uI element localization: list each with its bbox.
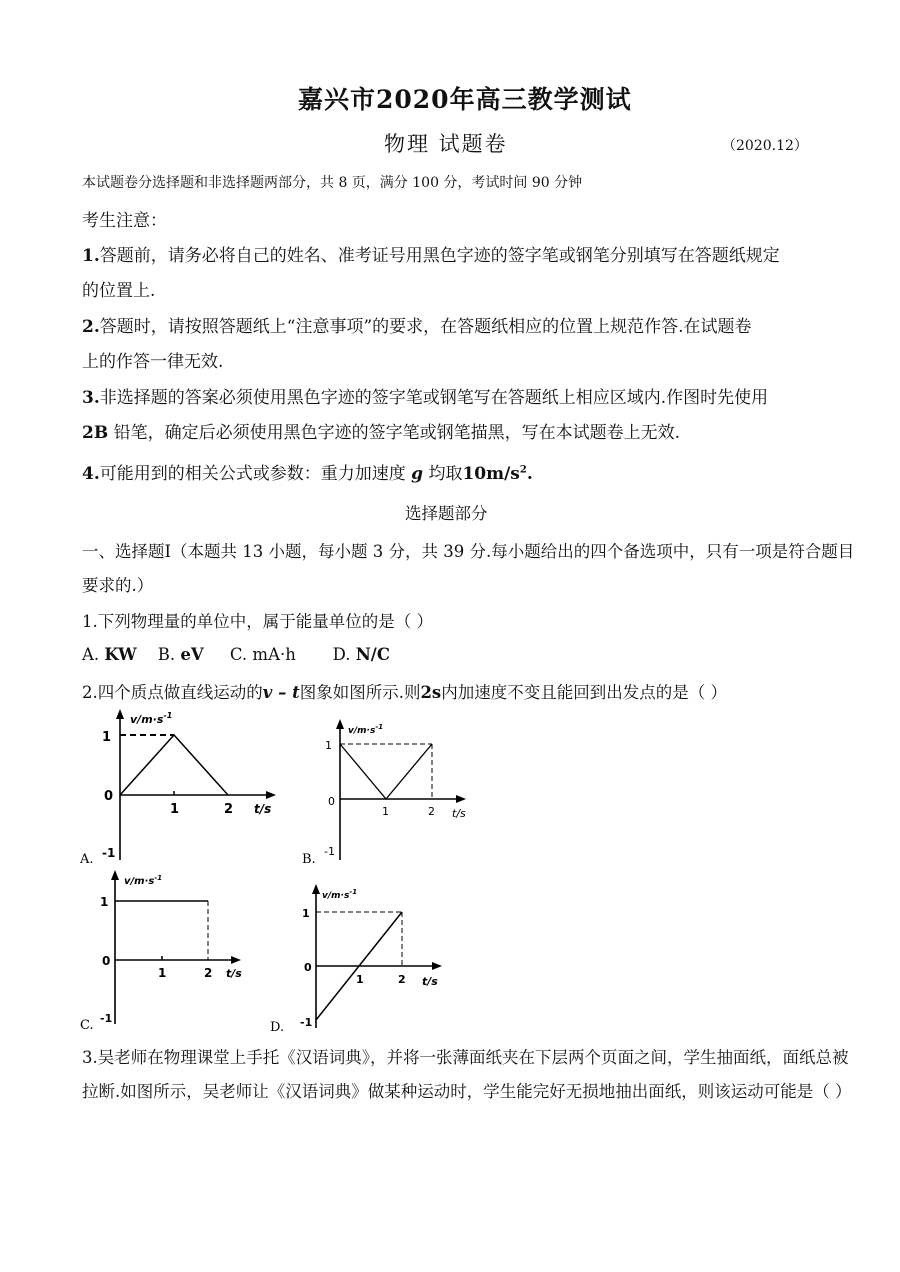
note-1-line1: 1.答题前，请务必将自己的姓名、准考证号用黑色字迹的签字笔或钢笔分别填写在答题纸规定 [82, 246, 780, 266]
note-2-line1: 2.答题时，请按照答题纸上“注意事项”的要求，在答题纸相应的位置上规范作答.在试题卷 [82, 317, 752, 337]
graph-d-option: D. [270, 1020, 285, 1035]
graph-a-tick-x2: 2 [224, 802, 234, 817]
q1-stem: 1.下列物理量的单位中，属于能量单位的是（ ） [82, 612, 433, 631]
graph-c-x-arrow [231, 956, 241, 964]
graph-a-ylabel: $v/m\cdot s^{-1}$ [130, 711, 173, 726]
q1-option-a: A. KW [82, 645, 137, 664]
note-3-line2: 2B 铅笔，确定后必须使用黑色字迹的签字笔或钢笔描黑，写在本试题卷上无效. [82, 423, 681, 443]
graph-d-tick-ym1: -1 [300, 1016, 313, 1029]
exam-date: （2020.12） [722, 138, 808, 154]
note-3-line1: 3.非选择题的答案必须使用黑色字迹的签字笔或钢笔写在答题纸上相应区域内.作图时先使用 [82, 388, 769, 408]
q3-line2: 拉断.如图所示，吴老师让《汉语词典》做某种运动时，学生能完好无损地抽出面纸，则该运动可能是（ ） [82, 1082, 852, 1101]
graph-d-x-arrow [432, 962, 442, 970]
q2-stem: 2.四个质点做直线运动的v – t图象如图所示.则2s内加速度不变且能回到出发点的是（ ） [82, 683, 727, 702]
graph-b-tick-y1: 1 [325, 739, 332, 752]
graph-b-xlabel: t/s [452, 807, 466, 820]
graph-b-x-arrow [456, 795, 466, 803]
note-4: 4.可能用到的相关公式或参数：重力加速度 g 均取$10m/s^2$. [82, 464, 533, 484]
graph-a [80, 705, 280, 870]
graph-c-y-arrow [111, 870, 119, 880]
page-title: 嘉兴市2020年高三教学测试 [298, 85, 632, 114]
notice-heading: 考生注意： [82, 211, 167, 231]
section-title: 选择题部分 [405, 504, 488, 523]
graph-b-tick-y0: 0 [328, 795, 335, 808]
note-2-line2: 上的作答一律无效. [82, 352, 224, 372]
graph-a-tick-ym1: -1 [102, 846, 116, 860]
graph-d-ylabel: $v/m\cdot s^{-1}$ [322, 888, 358, 901]
graph-a-xlabel: t/s [254, 802, 272, 816]
graph-c-tick-x1: 1 [158, 966, 167, 980]
page-subtitle: 物理 试题卷 [384, 132, 508, 156]
intro-text: 本试题卷分选择题和非选择题两部分，共 8 页，满分 100 分，考试时间 90 分钟 [82, 175, 583, 191]
graph-c [80, 866, 280, 1036]
graph-b-curve [340, 744, 432, 799]
graph-d [270, 880, 470, 1038]
graph-d-y-arrow [312, 884, 320, 894]
graph-c-tick-y1: 1 [100, 895, 109, 909]
graph-a-tick-y0: 0 [104, 789, 114, 804]
graph-c-xlabel: t/s [226, 967, 242, 980]
graph-c-tick-ym1: -1 [100, 1012, 113, 1025]
q1-option-d: D. N/C [332, 645, 390, 664]
graph-b-tick-ym1: -1 [324, 845, 335, 858]
graph-a-option: A. [80, 852, 94, 867]
note-1-line2: 的位置上. [82, 281, 156, 301]
graph-b-tick-x1: 1 [382, 805, 389, 818]
graph-d-tick-y1: 1 [302, 907, 310, 920]
graph-d-tick-x2: 2 [398, 973, 406, 986]
q1-option-b: B. eV [157, 645, 204, 664]
graph-b-option: B. [302, 852, 316, 867]
graph-a-tick-y1: 1 [102, 730, 112, 745]
graph-b-y-arrow [336, 719, 344, 729]
q1-option-c: C. mA·h [229, 645, 296, 664]
graph-a-tick-x1: 1 [170, 802, 180, 817]
graph-c-tick-x2: 2 [204, 966, 213, 980]
graph-d-xlabel: t/s [422, 975, 438, 988]
part1-line1: 一、选择题Ⅰ（本题共 13 小题，每小题 3 分，共 39 分.每小题给出的四个备选项中，只有一项是符合题目 [82, 542, 855, 561]
graph-b [302, 715, 502, 870]
graph-c-option: C. [80, 1018, 94, 1033]
graph-b-tick-x2: 2 [428, 805, 435, 818]
part1-line2: 要求的.） [82, 576, 154, 595]
graph-c-ylabel: $v/m\cdot s^{-1}$ [124, 874, 163, 887]
graph-d-tick-y0: 0 [304, 961, 312, 974]
graph-a-y-arrow [116, 709, 124, 719]
graph-c-tick-y0: 0 [102, 954, 111, 968]
graph-a-x-arrow [266, 791, 276, 799]
graph-b-ylabel: $v/m\cdot s^{-1}$ [348, 723, 384, 736]
graph-d-tick-x1: 1 [356, 973, 364, 986]
q3-line1: 3.吴老师在物理课堂上手托《汉语词典》，并将一张薄面纸夹在下层两个页面之间，学生抽面纸，面纸总被 [82, 1048, 849, 1067]
graph-a-curve [120, 735, 228, 795]
q1-options [82, 645, 390, 664]
